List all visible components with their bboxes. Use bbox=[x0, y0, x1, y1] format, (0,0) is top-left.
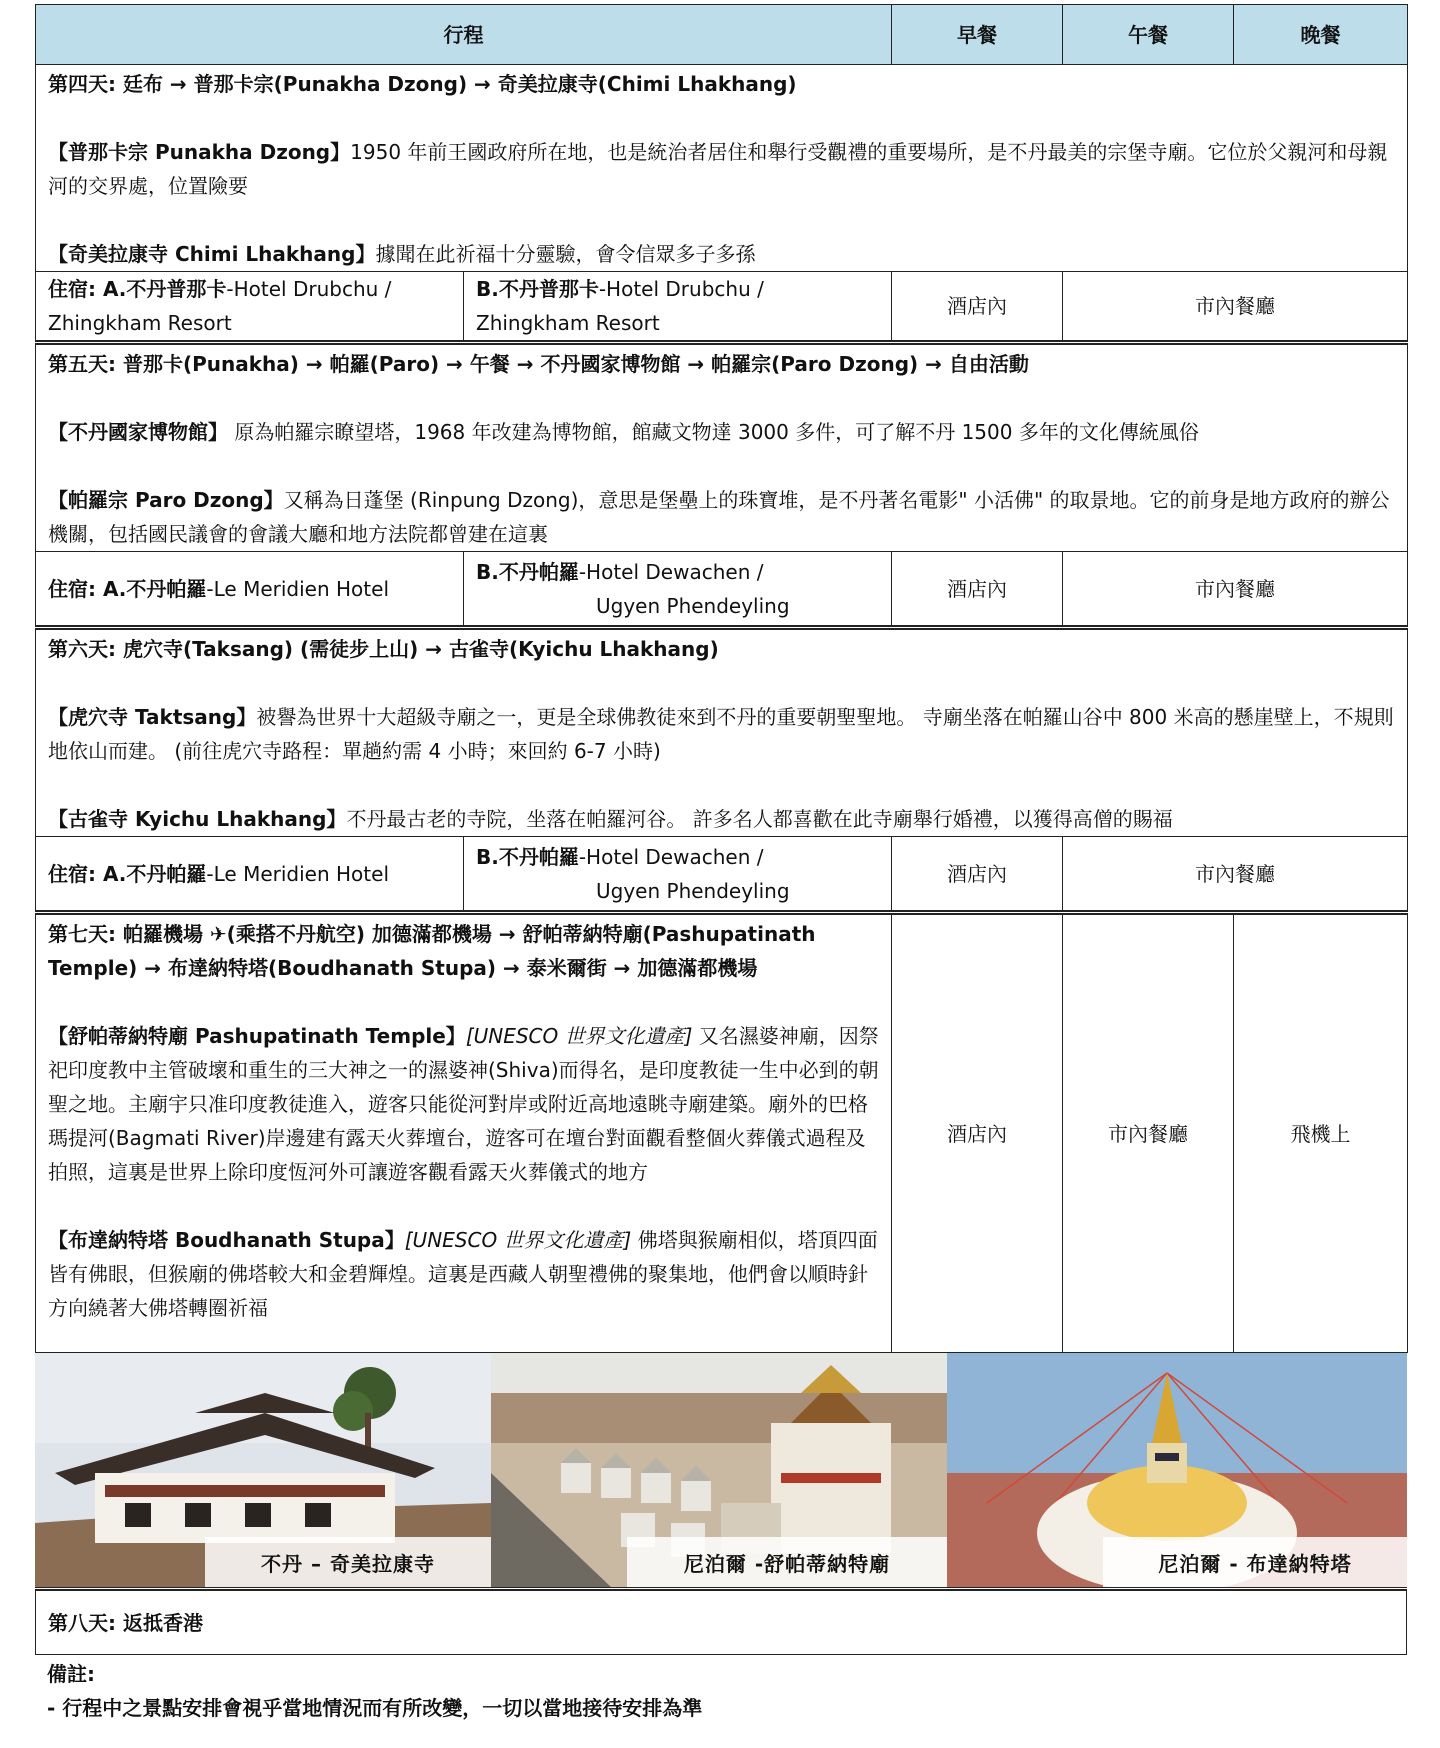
day4-stay-b bbox=[464, 272, 892, 343]
itinerary-sheet bbox=[35, 4, 1407, 1725]
day5-stay-b-lead: B.不丹帕羅 bbox=[476, 559, 579, 584]
day6-stay-b-text1: -Hotel Dewachen / bbox=[578, 844, 764, 869]
day4-s1-lead: 【普那卡宗 Punakha Dzong】 bbox=[48, 140, 351, 164]
photo-caption-1: 不丹 – 奇美拉康寺 bbox=[205, 1537, 491, 1587]
photo-chimi-lhakhang bbox=[35, 1353, 491, 1587]
day6-stay-row bbox=[36, 837, 1408, 913]
itinerary-table bbox=[35, 4, 1408, 1353]
day7-dinner: 飛機上 bbox=[1234, 913, 1408, 1353]
day4-section-punakha bbox=[48, 135, 1395, 203]
day6-section-kyichu bbox=[48, 802, 1395, 836]
day6-stay-a bbox=[36, 837, 464, 913]
day5-stay-row bbox=[36, 552, 1408, 628]
photo-caption-2: 尼泊爾 -舒帕蒂納特廟 bbox=[627, 1537, 947, 1587]
day7-row bbox=[36, 913, 1408, 1353]
notes-title: 備註: bbox=[47, 1662, 95, 1686]
day6-stay-b-lead: B.不丹帕羅 bbox=[476, 844, 579, 869]
day5-stay-a-lead: 住宿: A.不丹帕羅 bbox=[48, 576, 207, 601]
day5-s2-lead: 【帕羅宗 Paro Dzong】 bbox=[48, 488, 284, 512]
day5-section-museum bbox=[48, 415, 1395, 449]
day5-stay-b-text1: -Hotel Dewachen / bbox=[578, 559, 764, 584]
day6-stay-b bbox=[464, 837, 892, 913]
table-header-row bbox=[36, 5, 1408, 65]
day4-stay-a-text: -Hotel Drubchu / Zhingkham Resort bbox=[48, 277, 392, 335]
day4-stay-b-lead: B.不丹普那卡 bbox=[476, 277, 599, 301]
header-breakfast: 早餐 bbox=[892, 5, 1063, 65]
day6-lunch-dinner: 市內餐廳 bbox=[1063, 837, 1408, 913]
day7-s2-lead: 【布達納特塔 Boudhanath Stupa】 bbox=[48, 1228, 405, 1252]
day5-s2-text: 又稱為日蓬堡 (Rinpung Dzong)，意思是堡壘上的珠寶堆，是不丹著名電影" 小活佛" 的取景地。它的前身是地方政府的辦公機關，包括國民議會的會議大廳和地方法院都曾建在這裏 bbox=[48, 488, 1390, 546]
day6-s1-lead: 【虎穴寺 Taktsang】 bbox=[48, 705, 257, 729]
day8-row: 第八天: 返抵香港 bbox=[35, 1591, 1407, 1655]
photo-caption-3: 尼泊爾 - 布達納特塔 bbox=[1103, 1537, 1407, 1587]
day6-s2-lead: 【古雀寺 Kyichu Lhakhang】 bbox=[48, 807, 347, 831]
day6-title: 第六天: 虎穴寺(Taksang) (需徒步上山) → 古雀寺(Kyichu Lhakhang) bbox=[48, 637, 719, 661]
day7-s1-unesco: [UNESCO 世界文化遺產] bbox=[465, 1024, 693, 1048]
day6-stay-a-lead: 住宿: A.不丹帕羅 bbox=[48, 861, 207, 886]
day6-s2-text: 不丹最古老的寺院，坐落在帕羅河谷。 許多名人都喜歡在此寺廟舉行婚禮，以獲得高僧的賜福 bbox=[346, 807, 1173, 831]
day6-stay-a-text: -Le Meridien Hotel bbox=[206, 861, 389, 886]
day4-title: 第四天: 廷布 → 普那卡宗(Punakha Dzong) → 奇美拉康寺(Chimi Lhakhang) bbox=[48, 72, 797, 96]
day4-stay-a-lead: 住宿: A.不丹普那卡 bbox=[48, 277, 227, 301]
day4-lunch-dinner: 市內餐廳 bbox=[1063, 272, 1408, 343]
day6-section-taktsang bbox=[48, 700, 1395, 768]
day4-stay-b-text: -Hotel Drubchu / Zhingkham Resort bbox=[476, 277, 764, 335]
header-lunch: 午餐 bbox=[1063, 5, 1234, 65]
day5-lunch-dinner: 市內餐廳 bbox=[1063, 552, 1408, 628]
photo-pashupatinath bbox=[491, 1353, 947, 1587]
day5-section-paro-dzong bbox=[48, 483, 1395, 551]
day4-section-chimi bbox=[48, 237, 1395, 271]
day5-s1-text: 原為帕羅宗瞭望塔，1968 年改建為博物館，館藏文物達 3000 多件，可了解不丹 1500 多年的文化傳統風俗 bbox=[228, 420, 1199, 444]
day5-breakfast: 酒店內 bbox=[892, 552, 1063, 628]
day7-s1-lead: 【舒帕蒂納特廟 Pashupatinath Temple】 bbox=[48, 1024, 466, 1048]
day7-cell bbox=[36, 913, 892, 1353]
day5-cell bbox=[36, 343, 1408, 552]
day5-stay-b-text2: Ugyen Phendeyling bbox=[596, 593, 790, 618]
day7-section-boudhanath bbox=[48, 1223, 879, 1325]
photo-boudhanath bbox=[947, 1353, 1407, 1587]
day5-title: 第五天: 普那卡(Punakha) → 帕羅(Paro) → 午餐 → 不丹國家博物館 → 帕羅宗(Paro Dzong) → 自由活動 bbox=[48, 352, 1029, 376]
photo-strip bbox=[35, 1353, 1407, 1591]
day5-stay-a-text: -Le Meridien Hotel bbox=[206, 576, 389, 601]
day7-lunch: 市內餐廳 bbox=[1063, 913, 1234, 1353]
day4-stay-row bbox=[36, 272, 1408, 343]
day6-row bbox=[36, 628, 1408, 837]
day7-section-pashupatinath bbox=[48, 1019, 879, 1189]
day6-cell bbox=[36, 628, 1408, 837]
day6-breakfast: 酒店內 bbox=[892, 837, 1063, 913]
day4-s2-lead: 【奇美拉康寺 Chimi Lhakhang】 bbox=[48, 242, 376, 266]
notes bbox=[35, 1657, 1407, 1725]
day7-s2-unesco: [UNESCO 世界文化遺產] bbox=[404, 1228, 632, 1252]
day6-stay-b-text2: Ugyen Phendeyling bbox=[596, 878, 790, 903]
day4-breakfast: 酒店內 bbox=[892, 272, 1063, 343]
day5-row bbox=[36, 343, 1408, 552]
day7-title: 第七天: 帕羅機場 ✈(乘搭不丹航空) 加德滿都機場 → 舒帕蒂納特廟(Pashupatinath Temple) → 布達納特塔(Boudhanath Stupa) → 泰米爾街 → 加德滿都機場 bbox=[48, 922, 816, 980]
day7-s2-text: 佛塔與猴廟相似，塔頂四面皆有佛眼，但猴廟的佛塔較大和金碧輝煌。這裏是西藏人朝聖禮佛的聚集地，他們會以順時針方向繞著大佛塔轉圈祈福 bbox=[48, 1228, 878, 1320]
day5-s1-lead: 【不丹國家博物館】 bbox=[48, 420, 228, 444]
day5-stay-b bbox=[464, 552, 892, 628]
day4-row bbox=[36, 65, 1408, 272]
notes-line-1: - 行程中之景點安排會視乎當地情況而有所改變，一切以當地接待安排為準 bbox=[47, 1696, 703, 1720]
header-dinner: 晚餐 bbox=[1234, 5, 1408, 65]
day7-s1-text: 又名濕婆神廟，因祭祀印度教中主管破壞和重生的三大神之一的濕婆神(Shiva)而得名，是印度教徒一生中必到的朝聖之地。主廟宇只准印度教徒進入，遊客只能從河對岸或附近高地遠眺寺廟建築。廟外的巴格瑪提河(Bagmati River)岸邊建有露天火葬壇台，遊客可在壇台對面觀看整個火葬儀式過程及拍照，這裏是世界上除印度恆河外可讓遊客觀看露天火葬儀式的地方 bbox=[48, 1024, 879, 1184]
day7-breakfast: 酒店內 bbox=[892, 913, 1063, 1353]
day4-s1-text: 1950 年前王國政府所在地，也是統治者居住和舉行受觀禮的重要場所，是不丹最美的宗堡寺廟。它位於父親河和母親河的交界處，位置險要 bbox=[48, 140, 1388, 198]
day5-stay-a bbox=[36, 552, 464, 628]
day6-s1-text: 被譽為世界十大超級寺廟之一，更是全球佛教徒來到不丹的重要朝聖聖地。 寺廟坐落在帕羅山谷中 800 米高的懸崖壁上，不規則地依山而建。 (前往虎穴寺路程：單趟約需 4 小時；來回約 6-7 小時) bbox=[48, 705, 1394, 763]
day4-cell bbox=[36, 65, 1408, 272]
day4-s2-text: 據聞在此祈福十分靈驗，會令信眾多子多孫 bbox=[375, 242, 756, 266]
header-itinerary: 行程 bbox=[36, 5, 892, 65]
day4-stay-a bbox=[36, 272, 464, 343]
